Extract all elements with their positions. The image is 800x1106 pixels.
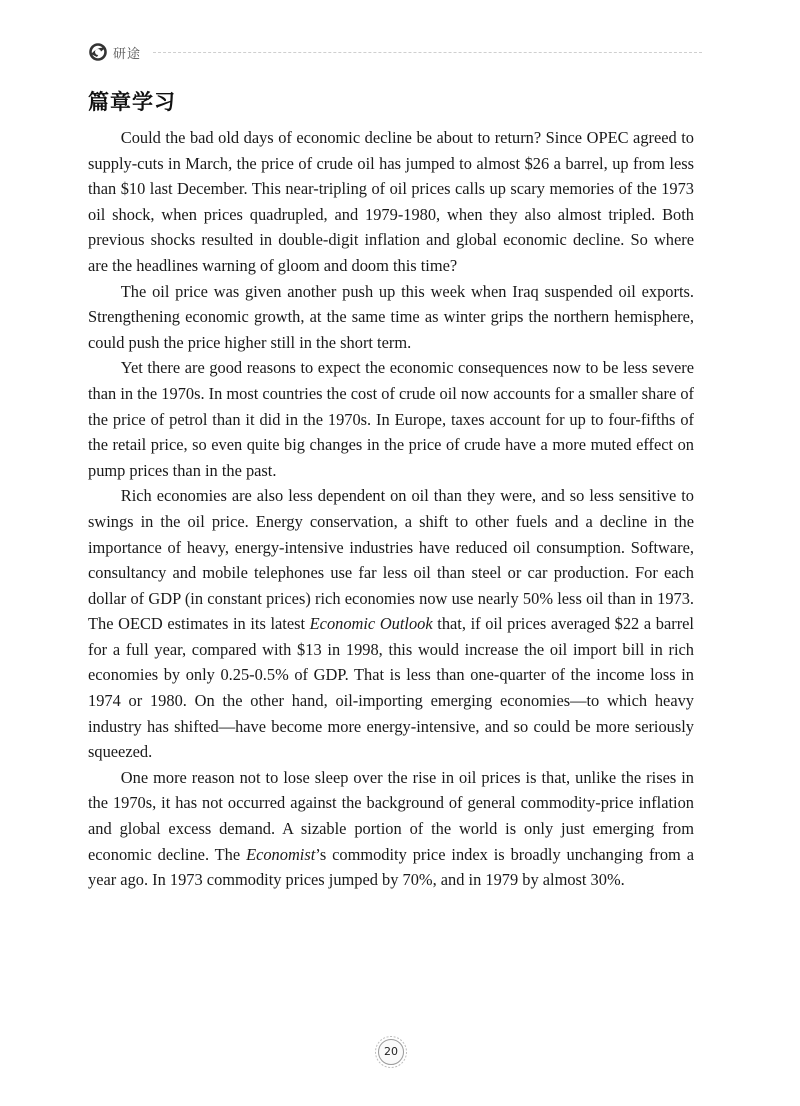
- paragraph-text: ’s commodity price index is broadly unchanging from a year ago. In 1973 commodity prices jumped by 70%, and in 1979 by almost 30%.: [88, 844, 694, 890]
- paragraph-text: Rich economies are also less dependent on oil than they were, and so less sensitive to swings in the oil price. Energy conservation, a shift to other fuels and a decline in the importance of heavy, energy-intensive industries have reduced oil consumption. Software, consultancy and mobile telephones use far less oil than steel or car production. For each dollar of GDP (in constant prices) rich economies now use nearly 50% less oil than in 1973. The OECD estimates in its latest: [88, 486, 694, 634]
- paragraph-text: that, if oil prices averaged $22 a barrel for a full year, compared with $13 in 1998, this would increase the oil import bill in rich economies by only 0.25-0.5% of GDP. That is less than one-quarter of the income loss in 1974 or 1980. On the other hand, oil-importing emerging economies—to which heavy industry has shifted—have become more energy-intensive, and so could be more seriously squeezed.: [88, 614, 694, 762]
- brand-name: 研途: [113, 46, 142, 62]
- page-number-badge: [374, 1035, 408, 1069]
- article-paragraph: [88, 279, 694, 356]
- article-paragraph: [88, 355, 694, 483]
- swoosh-logo-icon: [88, 42, 108, 62]
- page-number: 20: [384, 1045, 398, 1058]
- italic-title: Economic Outlook: [309, 614, 433, 634]
- paragraph-text: Could the bad old days of economic decline be about to return? Since OPEC agreed to supply-cuts in March, the price of crude oil has jumped to almost $26 a barrel, up from less than $10 last December. This near-tripling of oil prices calls up scary memories of the 1973 oil shock, when prices quadrupled, and 1979-1980, when they also almost tripled. Both previous shocks resulted in double-digit inflation and global economic decline. So where are the headlines warning of gloom and doom this time?: [88, 128, 694, 275]
- header-divider: [153, 52, 702, 53]
- paragraph-text: The oil price was given another push up this week when Iraq suspended oil exports. Strengthening economic growth, at the same time as winter grips the northern hemisphere, could push the price higher still in the short term.: [88, 281, 694, 352]
- article-paragraph: [88, 765, 694, 893]
- article-paragraph: [88, 483, 694, 765]
- paragraph-text: One more reason not to lose sleep over the rise in oil prices is that, unlike the rises in the 1970s, it has not occurred against the background of general commodity-price inflation and global excess demand. A sizable portion of the world is only just emerging from economic decline. The: [88, 767, 694, 864]
- italic-title: Economist: [246, 844, 316, 864]
- article-body: [88, 125, 694, 893]
- article-paragraph: [88, 125, 694, 279]
- paragraph-text: Yet there are good reasons to expect the economic consequences now to be less severe than in the 1970s. In most countries the cost of crude oil now accounts for a smaller share of the price of petrol than it did in the 1970s. In Europe, taxes account for up to four-fifths of the retail price, so even quite big changes in the price of crude have a more muted effect on pump prices than in the past.: [88, 358, 694, 480]
- page-header: [88, 40, 702, 64]
- section-title: 篇章学习: [88, 90, 176, 114]
